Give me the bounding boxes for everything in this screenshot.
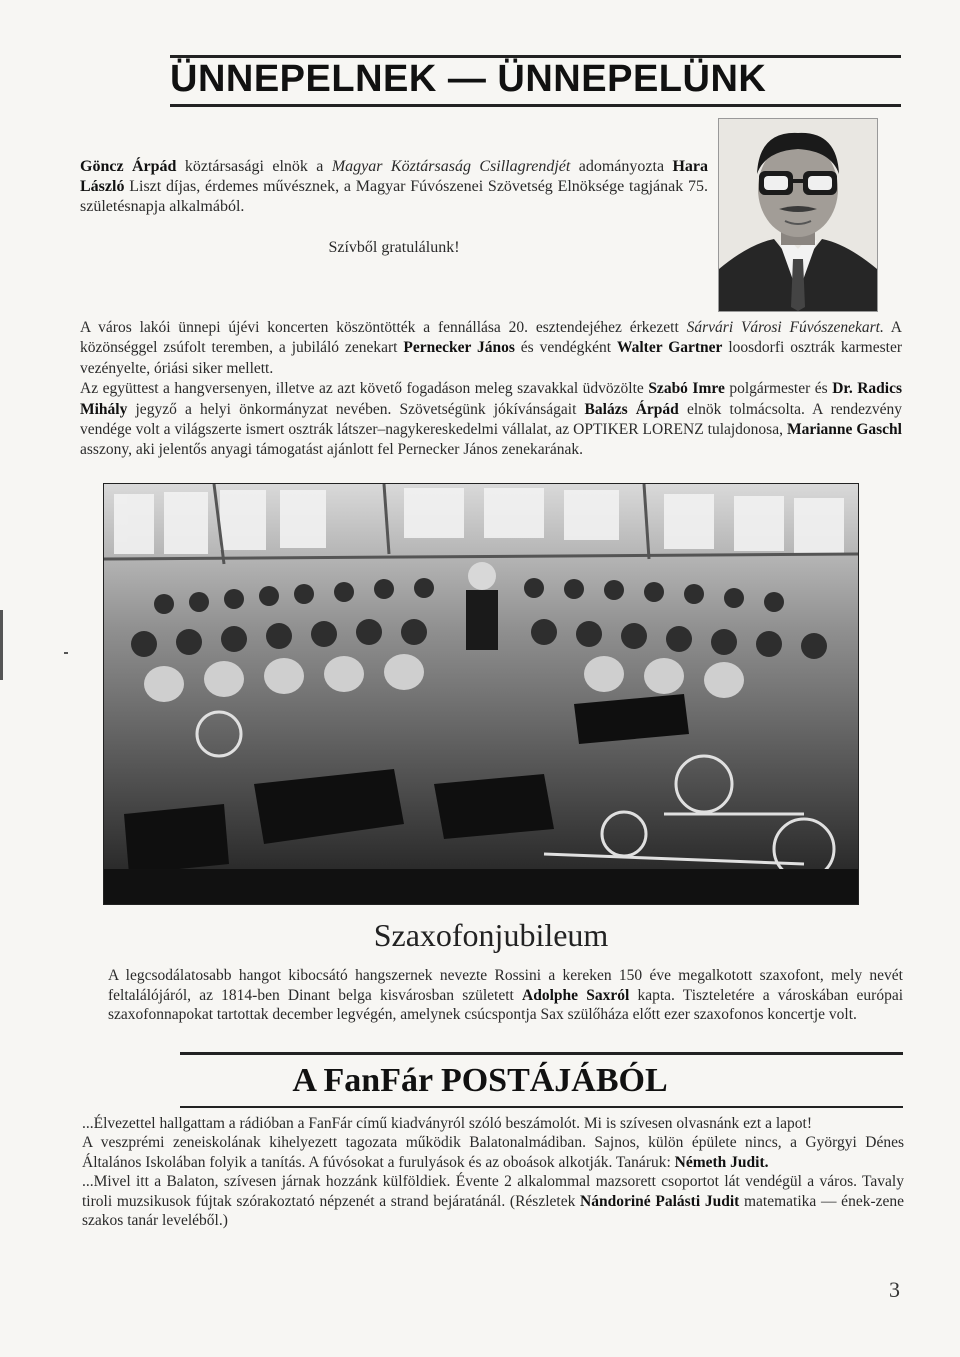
concert-paragraph: A város lakói ünnepi újévi koncerten köszöntötték a fennállása 20. esztendejéhez érkezett Sárvári Városi Fúvószenekart. A közönséggel zsúfolt teremben, a jubiláló zenekart Pernecker János és vendégként Walter Gartner loosdorfi osztrák karmester vezényelte, óriási siker mellett. Az együttest a hangversenyen, illetve az azt követő fogadáson meleg szavakkal üdvözölte Szabó Imre polgármester és Dr. Radics Mihály jegyző a helyi önkormányzat nevében. Szövetségünk jókívánságait Balázs Árpád elnök tolmácsolta. A rendezvény vendége volt a világszerte ismert osztrák látszer–nagykereskedelmi vállalat, az OPTIKER LORENZ tulajdonosa, Marianne Gaschl asszony, aki jelentős anyagi támogatást ajánlott fel Pernecker János zenekarának. <box>80 319 903 459</box>
mail-bottom-rule <box>180 1106 903 1108</box>
title-underline <box>170 104 901 107</box>
birthday-paragraph: Göncz Árpád köztársasági elnök a Magyar Köztársaság Csillagrendjét adományozta Hara László Liszt díjas, érdemes művésznek, a Magyar Fúvószenei Szövetség Elnöksége tagjának 75. születésnapja alkalmából. <box>80 158 709 215</box>
page-number: 3 <box>889 1277 900 1302</box>
saxophone-paragraph: A legcsodálatosabb hangot kibocsátó hangszernek nevezte Rossini a kereken 150 éve megalkotott szaxofont, mely nevét feltalálójáról, az 1814-ben Dinant belga kisvárosban született Adolphe Saxról kapta. Tiszteletére a városkában európai szaxofonnapokat tartottak december legvégén, amelynek csúcspontja Sax szülőháza előtt ezer szaxofonos koncertje volt. <box>108 967 904 1024</box>
scan-mark <box>64 652 68 654</box>
concert-photo <box>103 483 859 905</box>
portrait-photo <box>718 118 878 312</box>
letter-3: ...Mivel itt a Balaton, szívesen járnak hozzánk külföldiek. Évente 2 alkalommal mazsorett csoportot lát vendégül a város. Tavaly tiroli muzsikusok fújtak szórakoztató népzenét a strand bejáratánál. (Részletek <box>82 1173 904 1210</box>
scan-mark <box>0 610 3 680</box>
mail-paragraph: ...Élvezettel hallgattam a rádióban a FanFár című kiadványról szóló beszámolót. Mi is szívesen olvasnánk ezt a lapot! A veszprémi zeneiskolának kihelyezett tagozata működik Balatonalmádiban. Sajnos, külön épülete nincs, a Györgyi Dénes Általános Iskolában folyik a tanítás. A fúvósokat a furulyások és az oboások alkotják. Tanáruk: Németh Judit. ...Mivel itt a Balaton, szívesen járnak hozzánk külföldiek. Évente 2 alkalommal mazsorett csoportot lát vendégül a város. Tavaly tiroli muzsikusok fújtak szórakoztató népzenét a strand bejáratánál. (Részletek Nándoriné Palásti Judit matematika — ének-zene szakos tanár leveléből.) <box>82 1115 904 1230</box>
mail-top-rule <box>180 1052 903 1055</box>
saxophone-title: Szaxofonjubileum <box>373 917 609 953</box>
letter-1: ...Élvezettel hallgattam a rádióban a FanFár című kiadványról szóló beszámolót. Mi is szívesen olvasnánk ezt a lapot! <box>82 1115 812 1132</box>
page-title: ÜNNEPELNEK — ÜNNEPELÜNK <box>170 58 767 100</box>
mail-title: A FanFár POSTÁJÁBÓL <box>292 1062 668 1099</box>
person-name: Hara László <box>80 158 709 195</box>
person-name: Göncz Árpád <box>80 158 177 175</box>
greeting-line: Szívből gratulálunk! <box>328 239 460 256</box>
letter-2: A veszprémi zeneiskolának kihelyezett tagozata működik Balatonalmádiban. Sajnos, külön épülete nincs, a Györgyi Dénes Általános Iskolában folyik a tanítás. A fúvósokat a furulyások és az oboások alkotják. Tanáruk: <box>82 1134 904 1171</box>
